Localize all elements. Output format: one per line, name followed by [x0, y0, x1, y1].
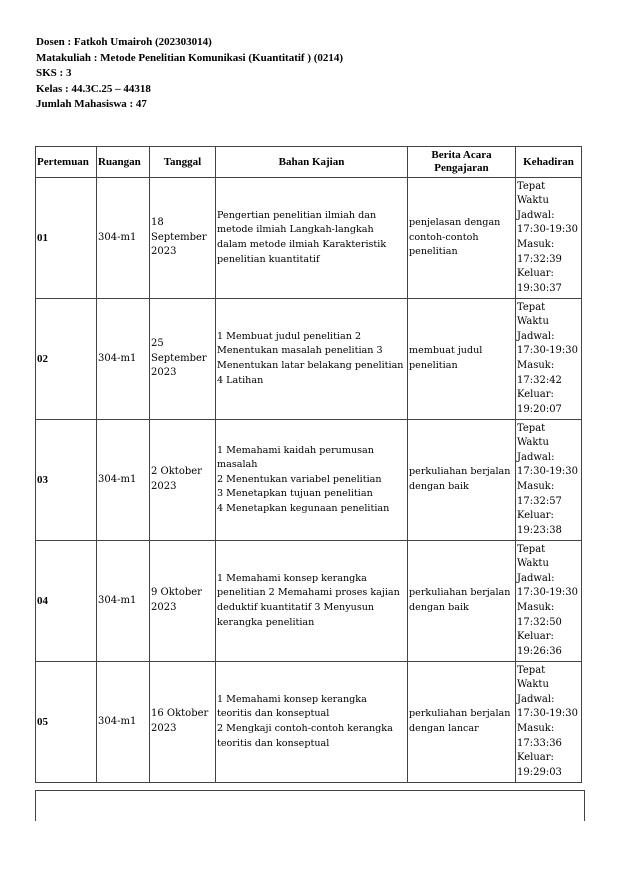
matakuliah-line: Matakuliah : Metode Penelitian Komunikasi (Kuantitatif ) (0214) [36, 51, 344, 64]
pertemuan-cell: 02 [36, 299, 97, 420]
bahan-line: penelitian kuantitatif [217, 253, 320, 265]
bahan-line: teoritis dan konseptual [217, 737, 330, 749]
tanggal-cell: 18 September 2023 [150, 178, 216, 299]
kehadiran-cell: Tepat Waktu Jadwal: 17:30-19:30 Masuk: 17:33:36 Keluar: 19:29:03 [516, 662, 582, 783]
jumlah-mahasiswa-line: Jumlah Mahasiswa : 47 [36, 98, 147, 111]
pertemuan-cell: 01 [36, 178, 97, 299]
bahan-kajian-cell [216, 541, 408, 662]
kelas-line: Kelas : 44.3C.25 – 44318 [36, 82, 151, 95]
berita-acara-cell: perkuliahan berjalan dengan baik [408, 541, 516, 662]
bahan-line: 3 Menetapkan tujuan penelitian [217, 488, 373, 500]
kehadiran-cell: Tepat Waktu Jadwal: 17:30-19:30 Masuk: 17:32:50 Keluar: 19:26:36 [516, 541, 582, 662]
berita-acara-cell: perkuliahan berjalan dengan lancar [408, 662, 516, 783]
col-header-pertemuan: Pertemuan [36, 147, 97, 178]
table-continuation [35, 790, 585, 821]
tanggal-cell: 16 Oktober 2023 [150, 662, 216, 783]
bahan-line: Pengertian penelitian ilmiah dan [217, 209, 377, 221]
bahan-line: metode ilmiah Langkah-langkah [217, 224, 374, 236]
bahan-line: penelitian 2 Memahami proses kajian [217, 587, 400, 599]
bahan-line: 1 Memahami konsep kerangka [217, 693, 367, 705]
ruangan-cell: 304-m1 [97, 541, 150, 662]
ruangan-cell: 304-m1 [97, 662, 150, 783]
bahan-kajian-cell [216, 299, 408, 420]
table-row [36, 541, 582, 662]
bahan-line: teoritis dan konseptual [217, 708, 330, 720]
col-header-bahan-kajian: Bahan Kajian [216, 147, 408, 178]
col-header-kehadiran: Kehadiran [516, 147, 582, 178]
col-header-berita-acara: Berita Acara Pengajaran [408, 147, 516, 178]
bahan-line: 4 Latihan [217, 374, 264, 386]
kehadiran-cell: Tepat Waktu Jadwal: 17:30-19:30 Masuk: 17:32:57 Keluar: 19:23:38 [516, 420, 582, 541]
bahan-kajian-cell [216, 662, 408, 783]
bahan-line: Menentukan masalah penelitian 3 [217, 345, 383, 357]
col-header-tanggal: Tanggal [150, 147, 216, 178]
kehadiran-cell: Tepat Waktu Jadwal: 17:30-19:30 Masuk: 17:32:39 Keluar: 19:30:37 [516, 178, 582, 299]
table-row [36, 178, 582, 299]
pertemuan-cell: 04 [36, 541, 97, 662]
table-header-row [36, 147, 582, 178]
bahan-line: 4 Menetapkan kegunaan penelitian [217, 502, 390, 514]
tanggal-cell: 2 Oktober 2023 [150, 420, 216, 541]
dosen-line: Dosen : Fatkoh Umairoh (202303014) [36, 36, 212, 48]
document-header [36, 35, 343, 113]
table-row [36, 420, 582, 541]
bahan-line: 2 Mengkaji contoh-contoh kerangka [217, 723, 393, 734]
bahan-line: 1 Memahami kaidah perumusan [217, 444, 374, 456]
bahan-line: 1 Membuat judul penelitian 2 [217, 330, 362, 342]
bahan-kajian-cell [216, 178, 408, 299]
table-row [36, 662, 582, 783]
bahan-line: masalah [217, 459, 258, 471]
bahan-line: kerangka penelitian [217, 616, 315, 628]
tanggal-cell: 9 Oktober 2023 [150, 541, 216, 662]
ruangan-cell: 304-m1 [97, 299, 150, 420]
pertemuan-cell: 03 [36, 420, 97, 541]
berita-acara-cell: membuat judul penelitian [408, 299, 516, 420]
bahan-line: Menentukan latar belakang penelitian [217, 360, 404, 371]
kehadiran-cell: Tepat Waktu Jadwal: 17:30-19:30 Masuk: 17:32:42 Keluar: 19:20:07 [516, 299, 582, 420]
sks-line: SKS : 3 [36, 67, 72, 80]
attendance-table [35, 146, 582, 783]
tanggal-cell: 25 September 2023 [150, 299, 216, 420]
bahan-kajian-cell [216, 420, 408, 541]
bahan-line: deduktif kuantitatif 3 Menyusun [217, 602, 375, 613]
berita-acara-cell: perkuliahan berjalan dengan baik [408, 420, 516, 541]
pertemuan-cell: 05 [36, 662, 97, 783]
berita-acara-cell: penjelasan dengan contoh-contoh penelitian [408, 178, 516, 299]
bahan-line: 1 Memahami konsep kerangka [217, 572, 367, 584]
bahan-line: dalam metode ilmiah Karakteristik [217, 239, 387, 250]
ruangan-cell: 304-m1 [97, 420, 150, 541]
col-header-ruangan: Ruangan [97, 147, 150, 178]
ruangan-cell: 304-m1 [97, 178, 150, 299]
table-row [36, 299, 582, 420]
bahan-line: 2 Menentukan variabel penelitian [217, 473, 382, 485]
